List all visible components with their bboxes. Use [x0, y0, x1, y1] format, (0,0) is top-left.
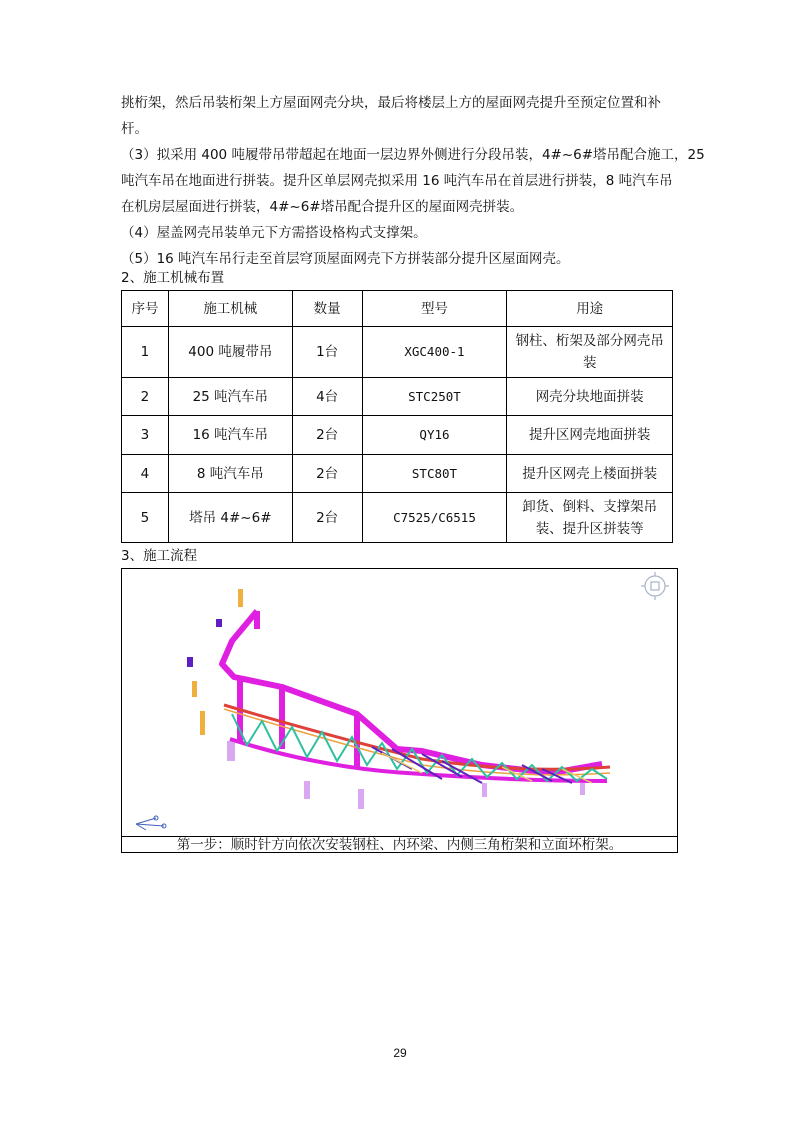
table-cell: 5	[122, 493, 169, 543]
table-cell: 25 吨汽车吊	[168, 378, 292, 416]
paragraph-line-6: （4）屋盖网壳吊装单元下方需搭设格构式支撑架。	[121, 225, 427, 241]
table-header-row	[122, 291, 673, 327]
page-number: 29	[393, 1046, 407, 1060]
table-cell: 8 吨汽车吊	[168, 455, 292, 493]
table-cell: 提升区网壳上楼面拼装	[507, 455, 673, 493]
table-cell: 16 吨汽车吊	[168, 416, 292, 455]
table-header-cell: 序号	[122, 291, 169, 327]
paragraph-line-1: 挑桁架，然后吊装桁架上方屋面网壳分块，最后将楼层上方的屋面网壳提升至预定位置和补	[121, 95, 661, 111]
table-header-cell: 数量	[292, 291, 362, 327]
table-cell: STC250T	[362, 378, 507, 416]
paragraph-line-5: 在机房层屋面进行拼装，4#~6#塔吊配合提升区的屋面网壳拼装。	[121, 199, 524, 215]
table-cell: 1	[122, 327, 169, 378]
table-cell: 400 吨履带吊	[168, 327, 292, 378]
table-row	[122, 416, 673, 455]
table-cell: 3	[122, 416, 169, 455]
section-3-heading: 3、施工流程	[121, 548, 198, 564]
machinery-table	[121, 290, 673, 543]
table-row	[122, 327, 673, 378]
steel-structure-model-image	[122, 569, 677, 837]
paragraph-line-3: （3）拟采用 400 吨履带吊带超起在地面一层边界外侧进行分段吊装，4#~6#塔吊配合施工，25	[121, 147, 705, 163]
table-cell: C7525/C6515	[362, 493, 507, 543]
figure-caption: 第一步：顺时针方向依次安装钢柱、内环梁、内侧三角桁架和立面环桁架。	[176, 837, 623, 853]
construction-figure	[121, 568, 678, 853]
table-row	[122, 493, 673, 543]
paragraph-line-7: （5）16 吨汽车吊行走至首层穹顶屋面网壳下方拼装部分提升区屋面网壳。	[121, 251, 570, 267]
table-cell: QY16	[362, 416, 507, 455]
table-cell: 2	[122, 378, 169, 416]
table-cell: 提升区网壳地面拼装	[507, 416, 673, 455]
table-cell: STC80T	[362, 455, 507, 493]
table-cell: 2台	[292, 416, 362, 455]
paragraph-line-2: 杆。	[121, 121, 148, 137]
table-cell: 钢柱、桁架及部分网壳吊装	[507, 327, 673, 378]
table-row	[122, 378, 673, 416]
table-cell: 2台	[292, 493, 362, 543]
table-header-cell: 施工机械	[168, 291, 292, 327]
table-cell: 1台	[292, 327, 362, 378]
table-cell: 网壳分块地面拼装	[507, 378, 673, 416]
table-cell: 塔吊 4#~6#	[168, 493, 292, 543]
table-cell: 4	[122, 455, 169, 493]
table-cell: XGC400-1	[362, 327, 507, 378]
table-cell: 卸货、倒料、支撑架吊装、提升区拼装等	[507, 493, 673, 543]
table-header-cell: 型号	[362, 291, 507, 327]
section-2-heading: 2、施工机械布置	[121, 270, 225, 286]
table-header-cell: 用途	[507, 291, 673, 327]
table-cell: 4台	[292, 378, 362, 416]
table-cell: 2台	[292, 455, 362, 493]
paragraph-line-4: 吨汽车吊在地面进行拼装。提升区单层网壳拟采用 16 吨汽车吊在首层进行拼装，8 吨汽车吊	[121, 173, 673, 189]
table-row	[122, 455, 673, 493]
